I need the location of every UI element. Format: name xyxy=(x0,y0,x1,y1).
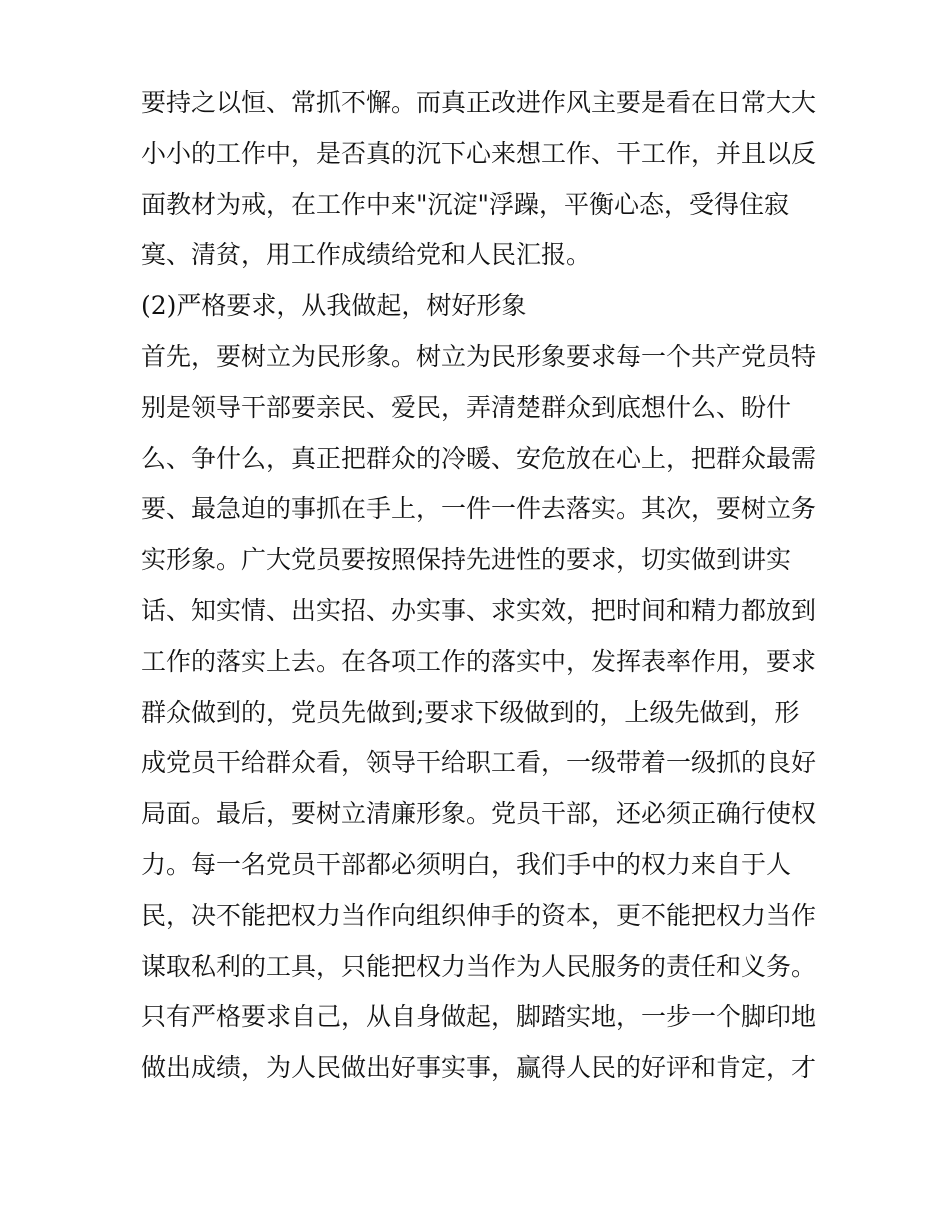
text-line: 力。每一名党员干部都必须明白，我们手中的权力来自于人 xyxy=(141,849,792,879)
text-line: 小小的工作中，是否真的沉下心来想工作、干工作，并且以反 xyxy=(141,138,817,168)
text-line: 别是领导干部要亲民、爱民，弄清楚群众到底想什么、盼什 xyxy=(141,392,792,422)
text-line: 民，决不能把权力当作向组织伸手的资本，更不能把权力当作 xyxy=(141,900,817,930)
text-line: 寞、清贫，用工作成绩给党和人民汇报。 xyxy=(141,240,592,270)
text-line: 要、最急迫的事抓在手上，一件一件去落实。其次，要树立务 xyxy=(141,494,817,524)
text-line: 只有严格要求自己，从自身做起，脚踏实地，一步一个脚印地 xyxy=(141,1002,817,1032)
text-line: 首先，要树立为民形象。树立为民形象要求每一个共产党员特 xyxy=(141,341,817,371)
body-text xyxy=(141,78,821,1094)
text-line: 成党员干给群众看，领导干给职工看，一级带着一级抓的良好 xyxy=(141,748,817,778)
text-line: 谋取私利的工具，只能把权力当作为人民服务的责任和义务。 xyxy=(141,951,817,981)
text-line: 话、知实情、出实招、办实事、求实效，把时间和精力都放到 xyxy=(141,595,817,625)
text-line: 要持之以恒、常抓不懈。而真正改进作风主要是看在日常大大 xyxy=(141,88,817,117)
text-line: 实形象。广大党员要按照保持先进性的要求，切实做到讲实 xyxy=(141,545,792,575)
text-line: 做出成绩，为人民做出好事实事，赢得人民的好评和肯定，才 xyxy=(141,1053,817,1083)
text-line: 群众做到的，党员先做到;要求下级做到的，上级先做到，形 xyxy=(141,697,800,727)
text-line: 工作的落实上去。在各项工作的落实中，发挥表率作用，要求 xyxy=(141,646,817,676)
section-heading: (2)严格要求，从我做起，树好形象 xyxy=(141,291,527,321)
text-line: 么、争什么，真正把群众的冷暖、安危放在心上，把群众最需 xyxy=(141,443,817,473)
text-line: 局面。最后，要树立清廉形象。党员干部，还必须正确行使权 xyxy=(141,799,817,829)
text-line: 面教材为戒，在工作中来"沉淀"浮躁，平衡心态，受得住寂 xyxy=(141,189,790,219)
